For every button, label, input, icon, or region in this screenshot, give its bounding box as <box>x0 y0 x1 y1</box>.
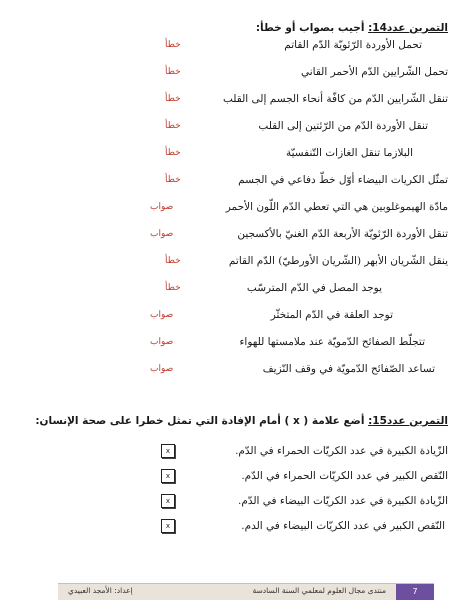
exercise-14-instruction: أجيب بصواب أو خطأ: <box>255 22 365 34</box>
answer-label: خطأ <box>165 256 181 266</box>
option-text: الزّيادة الكبيرة في عدد الكريّات الحمراء في الدّم. <box>235 445 448 457</box>
answer-label: صواب <box>150 202 174 212</box>
answer-label: خطأ <box>165 40 181 50</box>
exercise-15-title <box>35 415 448 427</box>
statement-text: تنقل الشّرايين الدّم من كافّة أنحاء الجسم إلى القلب <box>222 93 448 105</box>
exercise-15-number: التمرين عدد15: <box>368 415 448 427</box>
statement-row <box>0 89 474 109</box>
answer-label: خطأ <box>165 67 181 77</box>
answer-label: صواب <box>150 310 174 320</box>
statement-row <box>0 278 474 298</box>
exercise-15-instruction: أضع علامة ( x ) أمام الإفادة التي تمثل خطرا على صحة الإنسان: <box>35 415 365 427</box>
statement-row <box>0 224 474 244</box>
statement-text: تنقل الأوردة الرّئويّة الأربعة الدّم الغنيّ بالأكسجين <box>237 228 448 240</box>
statement-row <box>0 332 474 352</box>
option-text: النّقص الكبير في عدد الكريّات البيضاء في الدم. <box>241 520 445 532</box>
answer-label: خطأ <box>165 175 181 185</box>
statement-row <box>0 35 474 55</box>
option-checkbox[interactable]: x <box>161 519 175 533</box>
answer-label: خطأ <box>165 283 181 293</box>
option-row <box>0 441 474 461</box>
statement-row <box>0 170 474 190</box>
option-checkbox[interactable]: x <box>161 469 175 483</box>
answer-label: خطأ <box>165 121 181 131</box>
option-checkbox[interactable]: x <box>161 444 175 458</box>
option-text: الزّيادة الكبيرة في عدد الكريّات البيضاء في الدّم. <box>238 495 448 507</box>
page-number: 7 <box>396 584 434 600</box>
footer-forum: منتدى مجال العلوم لمعلمي السنة السادسة <box>252 586 386 595</box>
statement-text: تساعد الصّفائح الدّمويّة في وقف النّزيف <box>262 363 435 375</box>
statement-text: توجد العلقة في الدّم المتخثّر <box>270 309 393 321</box>
option-row <box>0 491 474 511</box>
statement-text: ينقل الشّريان الأبهر (الشّريان الأورطيّ) الدّم القاتم <box>228 255 448 267</box>
answer-label: صواب <box>150 337 174 347</box>
exercise-14-title <box>256 22 448 34</box>
option-row <box>0 516 474 536</box>
statement-text: تتجلّط الصفائح الدّمويّة عند ملامستها للهواء <box>239 336 425 348</box>
answer-label: صواب <box>150 229 174 239</box>
statement-text: البلازما تنقل الغازات التّنفسيّة <box>286 147 413 159</box>
statement-text: مادّة الهيموغلوبين هي التي تعطي الدّم اللّون الأحمر <box>225 201 448 213</box>
answer-label: صواب <box>150 364 174 374</box>
statement-row <box>0 116 474 136</box>
statement-row <box>0 359 474 379</box>
footer-author: إعداد: الأمجد العبيدي <box>68 586 133 595</box>
statement-row <box>0 305 474 325</box>
page-footer <box>58 583 434 600</box>
answer-label: خطأ <box>165 148 181 158</box>
statement-row <box>0 143 474 163</box>
option-text: النّقص الكبير في عدد الكريّات الحمراء في الدّم. <box>241 470 448 482</box>
statement-row <box>0 62 474 82</box>
option-checkbox[interactable]: x <box>161 494 175 508</box>
statement-text: يوجد المصل في الدّم المترسّب <box>246 282 382 294</box>
statement-text: تنقل الأوردة الدّم من الرّئتين إلى القلب <box>258 120 428 132</box>
option-row <box>0 466 474 486</box>
answer-label: خطأ <box>165 94 181 104</box>
statement-text: تحمل الأوردة الرّئويّة الدّم القاتم <box>284 39 422 51</box>
statement-text: تمثّل الكريات البيضاء أوّل خطّ دفاعي في الجسم <box>238 174 448 186</box>
exercise-14-number: التمرين عدد14: <box>368 22 448 34</box>
statement-text: تحمل الشّرايين الدّم الأحمر القاني <box>300 66 448 78</box>
statement-row <box>0 197 474 217</box>
statement-row <box>0 251 474 271</box>
